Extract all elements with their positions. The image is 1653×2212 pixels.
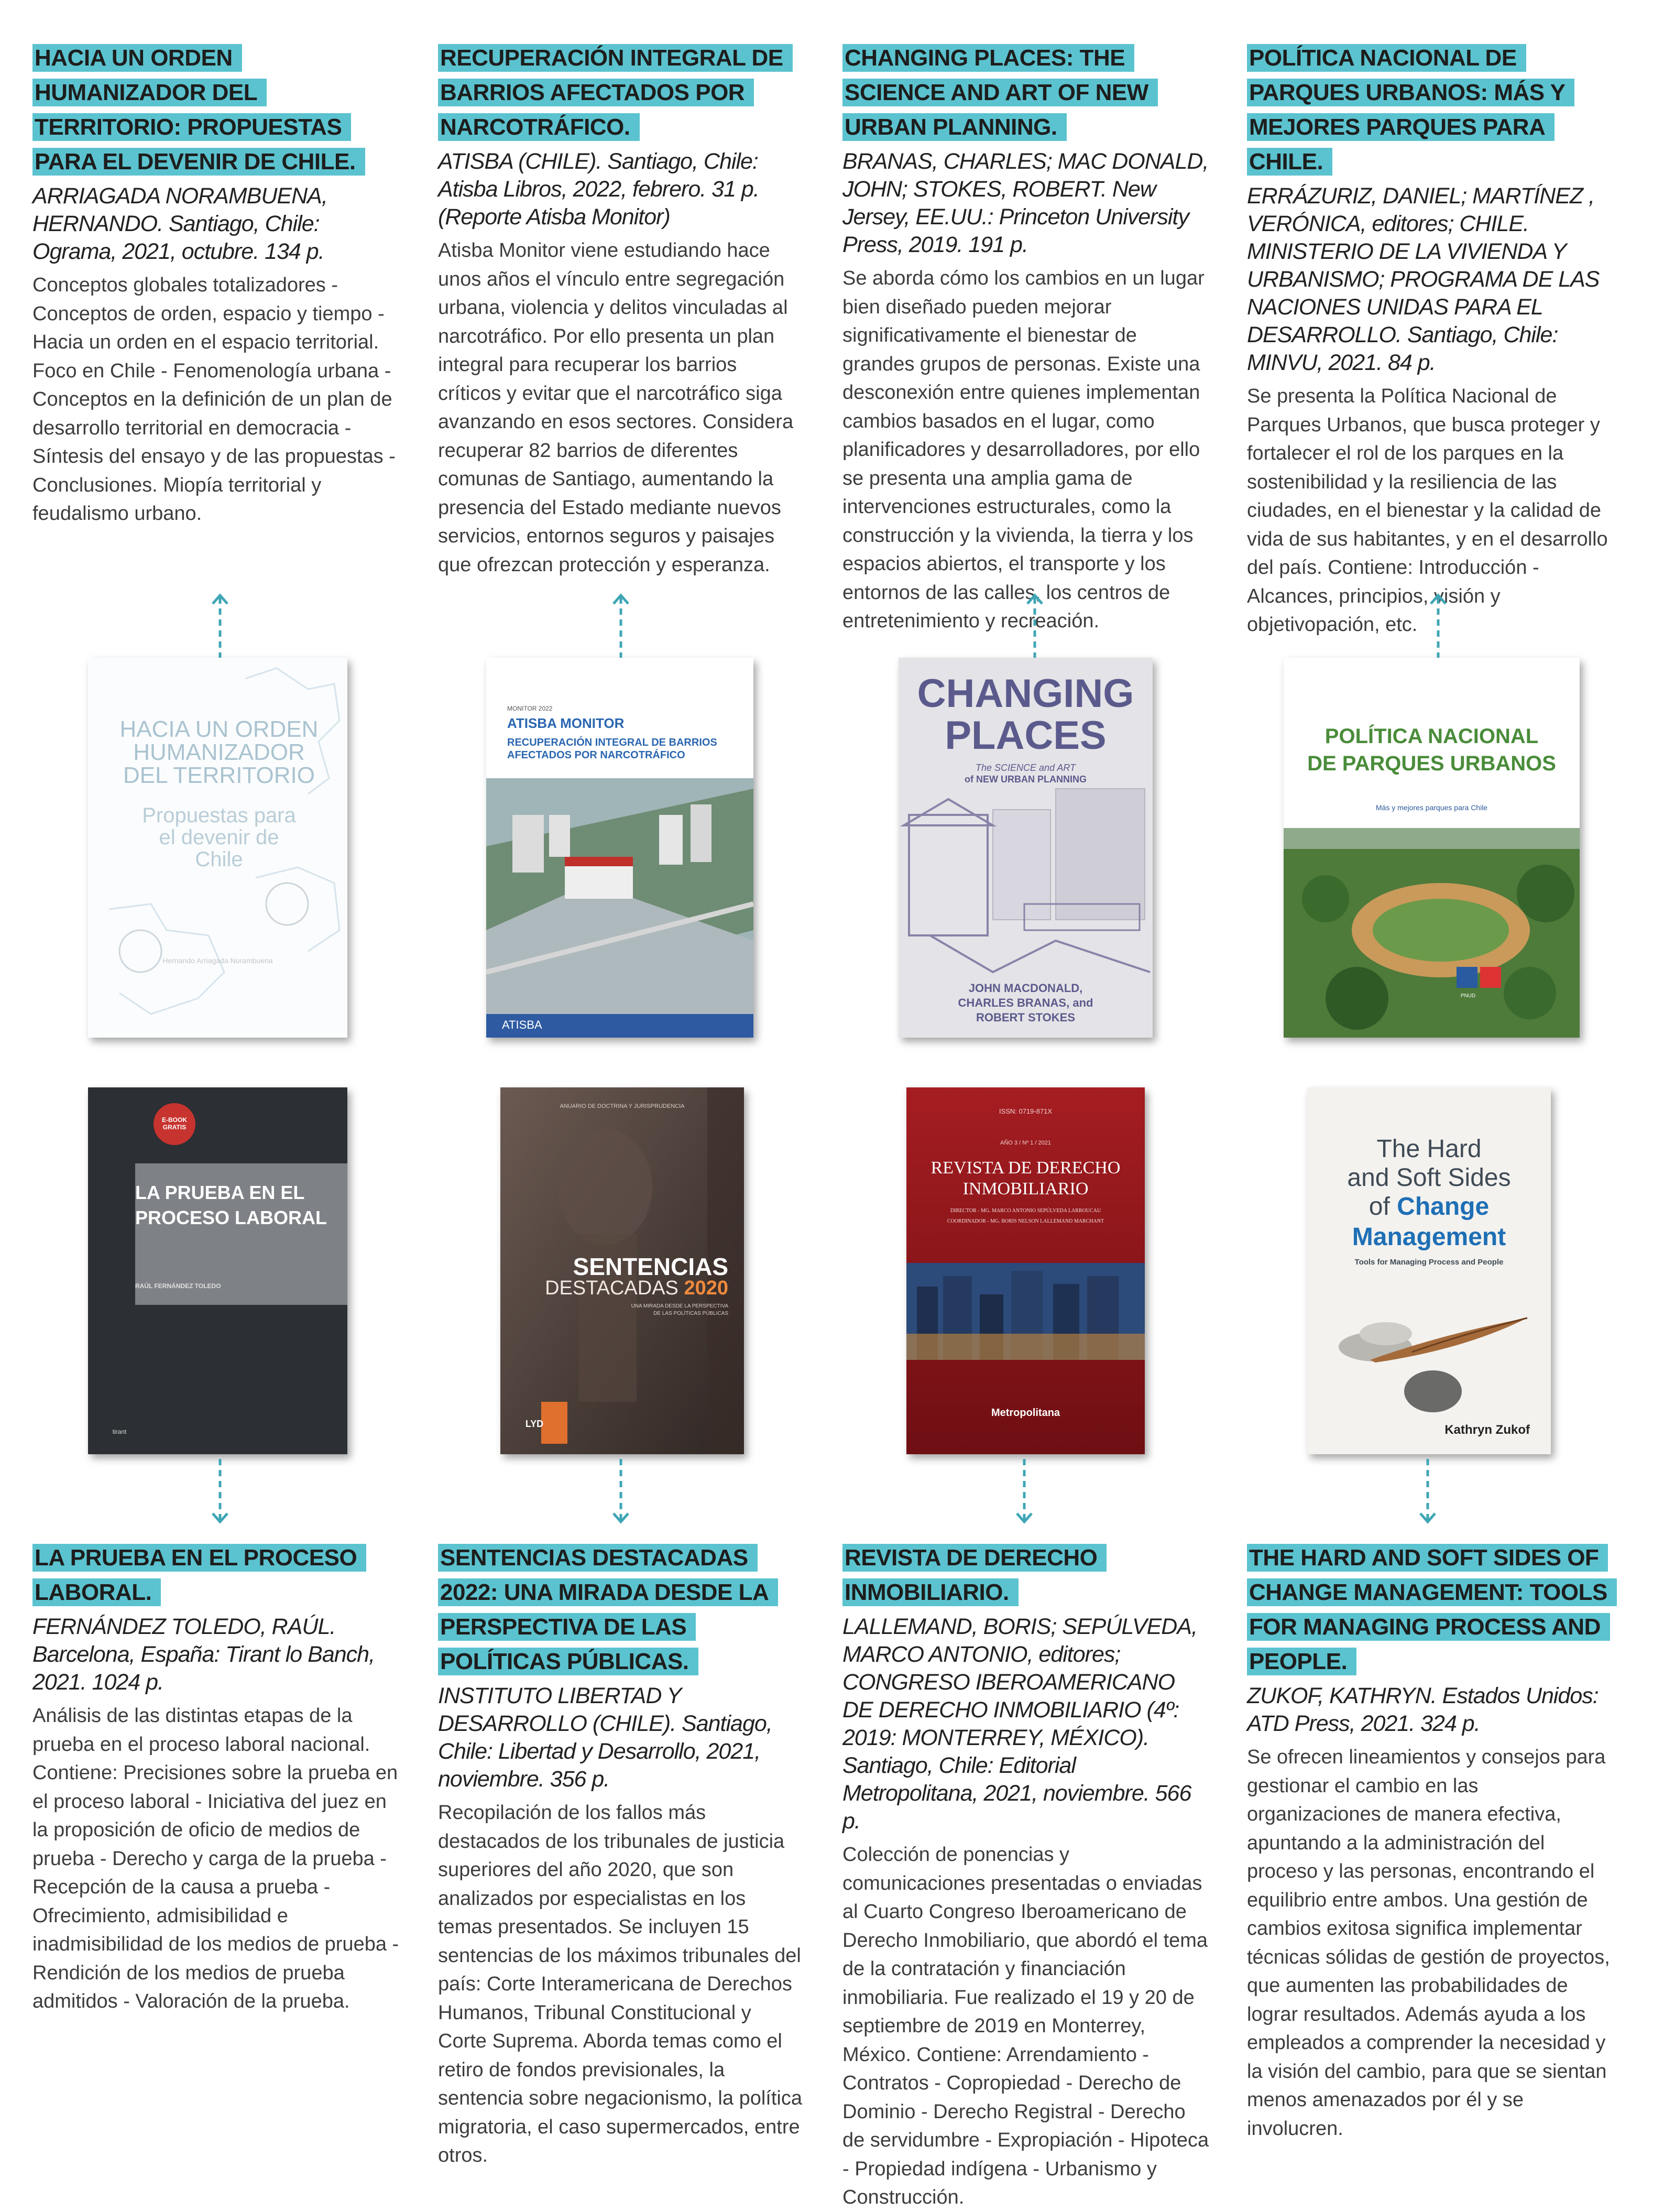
cover-title-line2: DE PARQUES URBANOS [1307,752,1556,775]
park-aerial-illustration [1284,658,1580,1038]
entry-title: HACIA UN ORDEN HUMANIZADOR DEL TERRITORIO: PROPUESTAS PARA EL DEVENIR DE CHILE. [32,41,399,179]
entry-bottom-1 [32,1541,399,2016]
entry-title: CHANGING PLACES: THE SCIENCE AND ART OF NEW URBAN PLANNING. [842,41,1209,145]
entry-description: Atisba Monitor viene estudiando hace unos años el vínculo entre segregación urbana, violencia y delitos vinculadas al narcotráfico. Por ello presenta un plan integral para recuperar los barrios críticos y evitar que el narcotráfico siga avanzando en esos sectores. Considera recuperar 82 barrios de diferentes comunas de Santiago, aumentando la presencia del Estado mediante nuevos servicios, entornos seguros y paisajes que ofrezcan protección y esperanza. [438,239,794,576]
arrow-up-icon [1024,592,1045,660]
cover-title-line2: PLACES [945,713,1107,758]
cover-title-of: of [1369,1193,1390,1221]
cover-subtitle: Tools for Managing Process and People [1354,1258,1504,1267]
cover-title: RECUPERACIÓN INTEGRAL DE BARRIOS AFECTADOS POR NARCOTRÁFICO [507,737,717,761]
cover-title-line2: and Soft Sides [1347,1164,1511,1192]
cover-title-line1: POLÍTICA NACIONAL [1324,725,1539,748]
entry-top-3 [842,41,1209,636]
arrow-down-icon [1014,1458,1035,1526]
cover-subtitle: Propuestas para el devenir de Chile [142,804,296,871]
entry-reference: ARRIAGADA NORAMBUENA, HERNANDO. Santiago, Chile: Ograma, 2021, octubre. 134 p. [32,183,327,264]
entry-reference: ERRÁZURIZ, DANIEL; MARTÍNEZ , VERÓNICA, editores; CHILE. MINISTERIO DE LA VIVIENDA Y URBANISMO; PROGRAMA DE LAS NACIONES UNIDAS PARA EL DESARROLLO. Santiago, Chile: MINVU, 2021. 84 p. [1247,183,1600,375]
cover-subtitle-line2: of NEW URBAN PLANNING [965,774,1087,784]
entry-title: THE HARD AND SOFT SIDES OF CHANGE MANAGEMENT: TOOLS FOR MANAGING PROCESS AND PEOPLE. [1247,1541,1614,1679]
entry-reference: ZUKOF, KATHRYN. Estados Unidos: ATD Press, 2021. 324 p. [1247,1683,1599,1736]
cover-title-line1: SENTENCIAS [573,1253,728,1280]
cover-title-line2: PROCESO LABORAL [135,1207,327,1228]
cover-title-line1: CHANGING [917,671,1134,716]
cover-author: Hernando Arriagada Norambuena [162,956,273,965]
entry-description: Análisis de las distintas etapas de la prueba en el proceso laboral nacional. Contiene: Precisiones sobre la prueba en el proceso laboral - Iniciativa del juez en la proposición de oficio de medios de prueba - Derecho y carga de la prueba - Recepción de la causa a prueba - Ofrecimiento, admisibilidad e inadmisibilidad de los medios de prueba - Rendición de los medios de prueba admitidos - Valoración de la prueba. [32,1705,399,2012]
entry-title: POLÍTICA NACIONAL DE PARQUES URBANOS: MÁS Y MEJORES PARQUES PARA CHILE. [1247,41,1614,179]
entry-title: RECUPERACIÓN INTEGRAL DE BARRIOS AFECTADOS POR NARCOTRÁFICO. [438,41,805,145]
cover-title-line2 [508,1277,728,1300]
entry-top-1 [32,41,399,528]
cover-title-line2: INMOBILIARIO [962,1179,1089,1198]
cover-director: DIRECTOR - MG. MARCO ANTONIO SEPÚLVEDA LARROUCAU [950,1208,1101,1214]
cover-year: 2020 [684,1277,728,1299]
entry-title: SENTENCIAS DESTACADAS 2022: UNA MIRADA DESDE LA PERSPECTIVA DE LAS POLÍTICAS PÚBLICAS. [438,1541,805,1679]
cover-coordinator: COORDINADOR - MG. BORIS NELSON LALLEMAND MARCHANT [947,1218,1104,1224]
metropolitana-logo: Metropolitana [991,1407,1060,1419]
entry-reference: LALLEMAND, BORIS; SEPÚLVEDA, MARCO ANTONIO, editores; CONGRESO IBEROAMERICANO DE DERECHO INMOBILIARIO (4º: 2019: MONTERREY, MÉXICO). Santiago, Chile: Editorial Metropolitana, 2021, noviembre. 566 p. [842,1614,1197,1834]
cover-subtitle-line1: UNA MIRADA DESDE LA PERSPECTIVA [631,1303,728,1309]
entry-bottom-3 [842,1541,1209,2212]
arrow-down-icon [210,1458,231,1526]
cover-title-line1: REVISTA DE DERECHO [931,1158,1121,1178]
cover-brand: ATISBA MONITOR [507,715,625,731]
book-cover-atisba-monitor[interactable] [486,658,753,1038]
entry-description: Se ofrecen lineamientos y consejos para gestionar el cambio en las organizaciones de manera efectiva, apuntando a la administración del proceso y las personas, encontrando el equilibrio entre ambos. Una gestión de cambios exitosa significa implementar técnicas sólidas de gestión de proyectos, que aumenten las probabilidades de lograr resultados. Además ayuda a los empleados a comprender la necesidad y la visión del cambio, para que se sientan menos amenazados por él y se involucren. [1247,1746,1610,2140]
cover-accent-change: Change [1397,1193,1490,1221]
entry-reference: INSTITUTO LIBERTAD Y DESARROLLO (CHILE). Santiago, Chile: Libertad y Desarrollo, 2021, noviembre. 356 p. [438,1683,772,1792]
entry-bottom-4 [1247,1541,1614,2143]
cover-subtitle-line2: DE LAS POLÍTICAS PÚBLICAS [653,1311,728,1316]
lyd-logo: LYD [525,1419,544,1429]
cover-title-line1: LA PRUEBA EN EL [135,1182,305,1203]
aerial-city-illustration [486,658,753,1038]
cover-title: HACIA UN ORDEN HUMANIZADOR DEL TERRITORIO [119,716,319,788]
book-cover-sentencias[interactable] [500,1087,744,1454]
entry-reference: FERNÁNDEZ TOLEDO, RAÚL. Barcelona, España: Tirant lo Banch, 2021. 1024 p. [32,1614,375,1695]
entry-title: LA PRUEBA EN EL PROCESO LABORAL. [32,1541,399,1610]
cover-overline: MONITOR 2022 [507,705,553,712]
book-cover-la-prueba[interactable] [88,1087,347,1454]
cover-accent-management: Management [1352,1223,1506,1251]
entry-top-4 [1247,41,1614,639]
arrow-up-icon [610,592,631,660]
entry-description: Recopilación de los fallos más destacados de los tribunales de justicia superiores del año 2020, que son analizados por especialistas en los temas presentados. Se incluyen 15 sentencias de los máximos tribunales del país: Corte Interamericana de Derechos Humanos, Tribunal Constitucional y Corte Suprema. Aborda temas como el retiro de fondos previsionales, la sentencia sobre negacionismo, la política migratoria, el caso supermercados, entre otros. [438,1802,802,2166]
cover-title-word: DESTACADAS [545,1277,678,1299]
book-cover-hard-soft-sides[interactable] [1307,1087,1551,1454]
entry-description: Conceptos globales totalizadores - Conceptos de orden, espacio y tiempo - Hacia un orden en el espacio territorial. Foco en Chile - Fenomenología urbana - Conceptos en la definición de un plan de desarrollo territorial en democracia - Síntesis del ensayo y de las propuestas - Conclusiones. Miopía territorial y feudalismo urbano. [32,274,396,525]
cover-title-line1: The Hard [1376,1135,1482,1163]
book-cover-parques-urbanos[interactable] [1284,658,1580,1038]
cover-authors-line1: JOHN MACDONALD, [968,982,1083,995]
atisba-logo: ATISBA [502,1018,542,1031]
cover-subtitle-line1: The SCIENCE and ART [975,762,1076,773]
entry-description: Se presenta la Política Nacional de Parques Urbanos, que busca proteger y fortalecer el rol de los parques en la sostenibilidad y la resiliencia de las ciudades, en el bienestar y la calidad de vida de sus habitantes, y en el desarrollo del país. Contiene: Introducción - Alcances, principios, visión y objetivopación, etc. [1247,385,1608,636]
cover-author: Kathryn Zukof [1444,1423,1530,1437]
entry-description: Colección de ponencias y comunicaciones presentadas o enviadas al Cuarto Congreso Iberoamericano de Derecho Inmobiliario, que abordó el tema de la contratación y financiación inmobiliaria. Fue realizado el 19 y 20 de septiembre de 2019 en Monterrey, México. Contiene: Arrendamiento - Contratos - Copropiedad - Derecho de Dominio - Derecho Registral - Derecho de servidumbre - Expropiación - Hipoteca - Propiedad indígena - Urbanismo y Construcción. [842,1844,1209,2208]
book-cover-hacia-un-orden[interactable] [88,658,347,1038]
cover-issue: AÑO 3 / Nº 1 / 2021 [1000,1140,1051,1146]
entry-description: Se aborda cómo los cambios en un lugar bien diseñado pueden mejorar significativamente el bienestar de grandes grupos de personas. Existe una desconexión entre quienes implementan cambios basados en el lugar, como planificadores y desarrolladores, por ello se presenta una amplia gama de intervenciones estructurales, como la construcción y la vivienda, la tierra y los espacios abiertos, el transporte y los entornos de las calles, los centros de entretenimiento y recreación. [842,267,1205,632]
cover-overline: ANUARIO DE DOCTRINA Y JURISPRUDENCIA [560,1103,685,1109]
ebook-badge-label: E-BOOK GRATIS [162,1116,187,1131]
cover-authors-line2: CHARLES BRANAS, and [958,996,1093,1009]
entry-top-2 [438,41,805,579]
entry-reference: BRANAS, CHARLES; MAC DONALD, JOHN; STOKES, ROBERT. New Jersey, EE.UU.: Princeton University Press, 2019. 191 p. [842,149,1209,257]
arrow-up-icon [210,592,231,660]
cover-title-line3 [1307,1192,1551,1221]
entry-reference: ATISBA (CHILE). Santiago, Chile: Atisba Libros, 2022, febrero. 31 p. (Reporte Atisba Monitor) [438,149,759,230]
pnud-logo: PNUD [1460,993,1476,999]
arrow-down-icon [610,1458,631,1526]
book-cover-revista-derecho[interactable] [906,1087,1145,1454]
entry-title: REVISTA DE DERECHO INMOBILIARIO. [842,1541,1209,1610]
cover-issn: ISSN: 0719-871X [999,1107,1053,1115]
cover-subtitle: Más y mejores parques para Chile [1375,803,1488,812]
arrow-down-icon [1417,1458,1438,1526]
entry-bottom-2 [438,1541,805,2170]
cover-authors-line3: ROBERT STOKES [976,1011,1076,1024]
cover-author: RAÚL FERNÁNDEZ TOLEDO [135,1282,221,1290]
arrow-up-icon [1428,592,1449,660]
tirant-logo: tirant [112,1428,127,1435]
book-cover-changing-places[interactable] [899,658,1153,1038]
